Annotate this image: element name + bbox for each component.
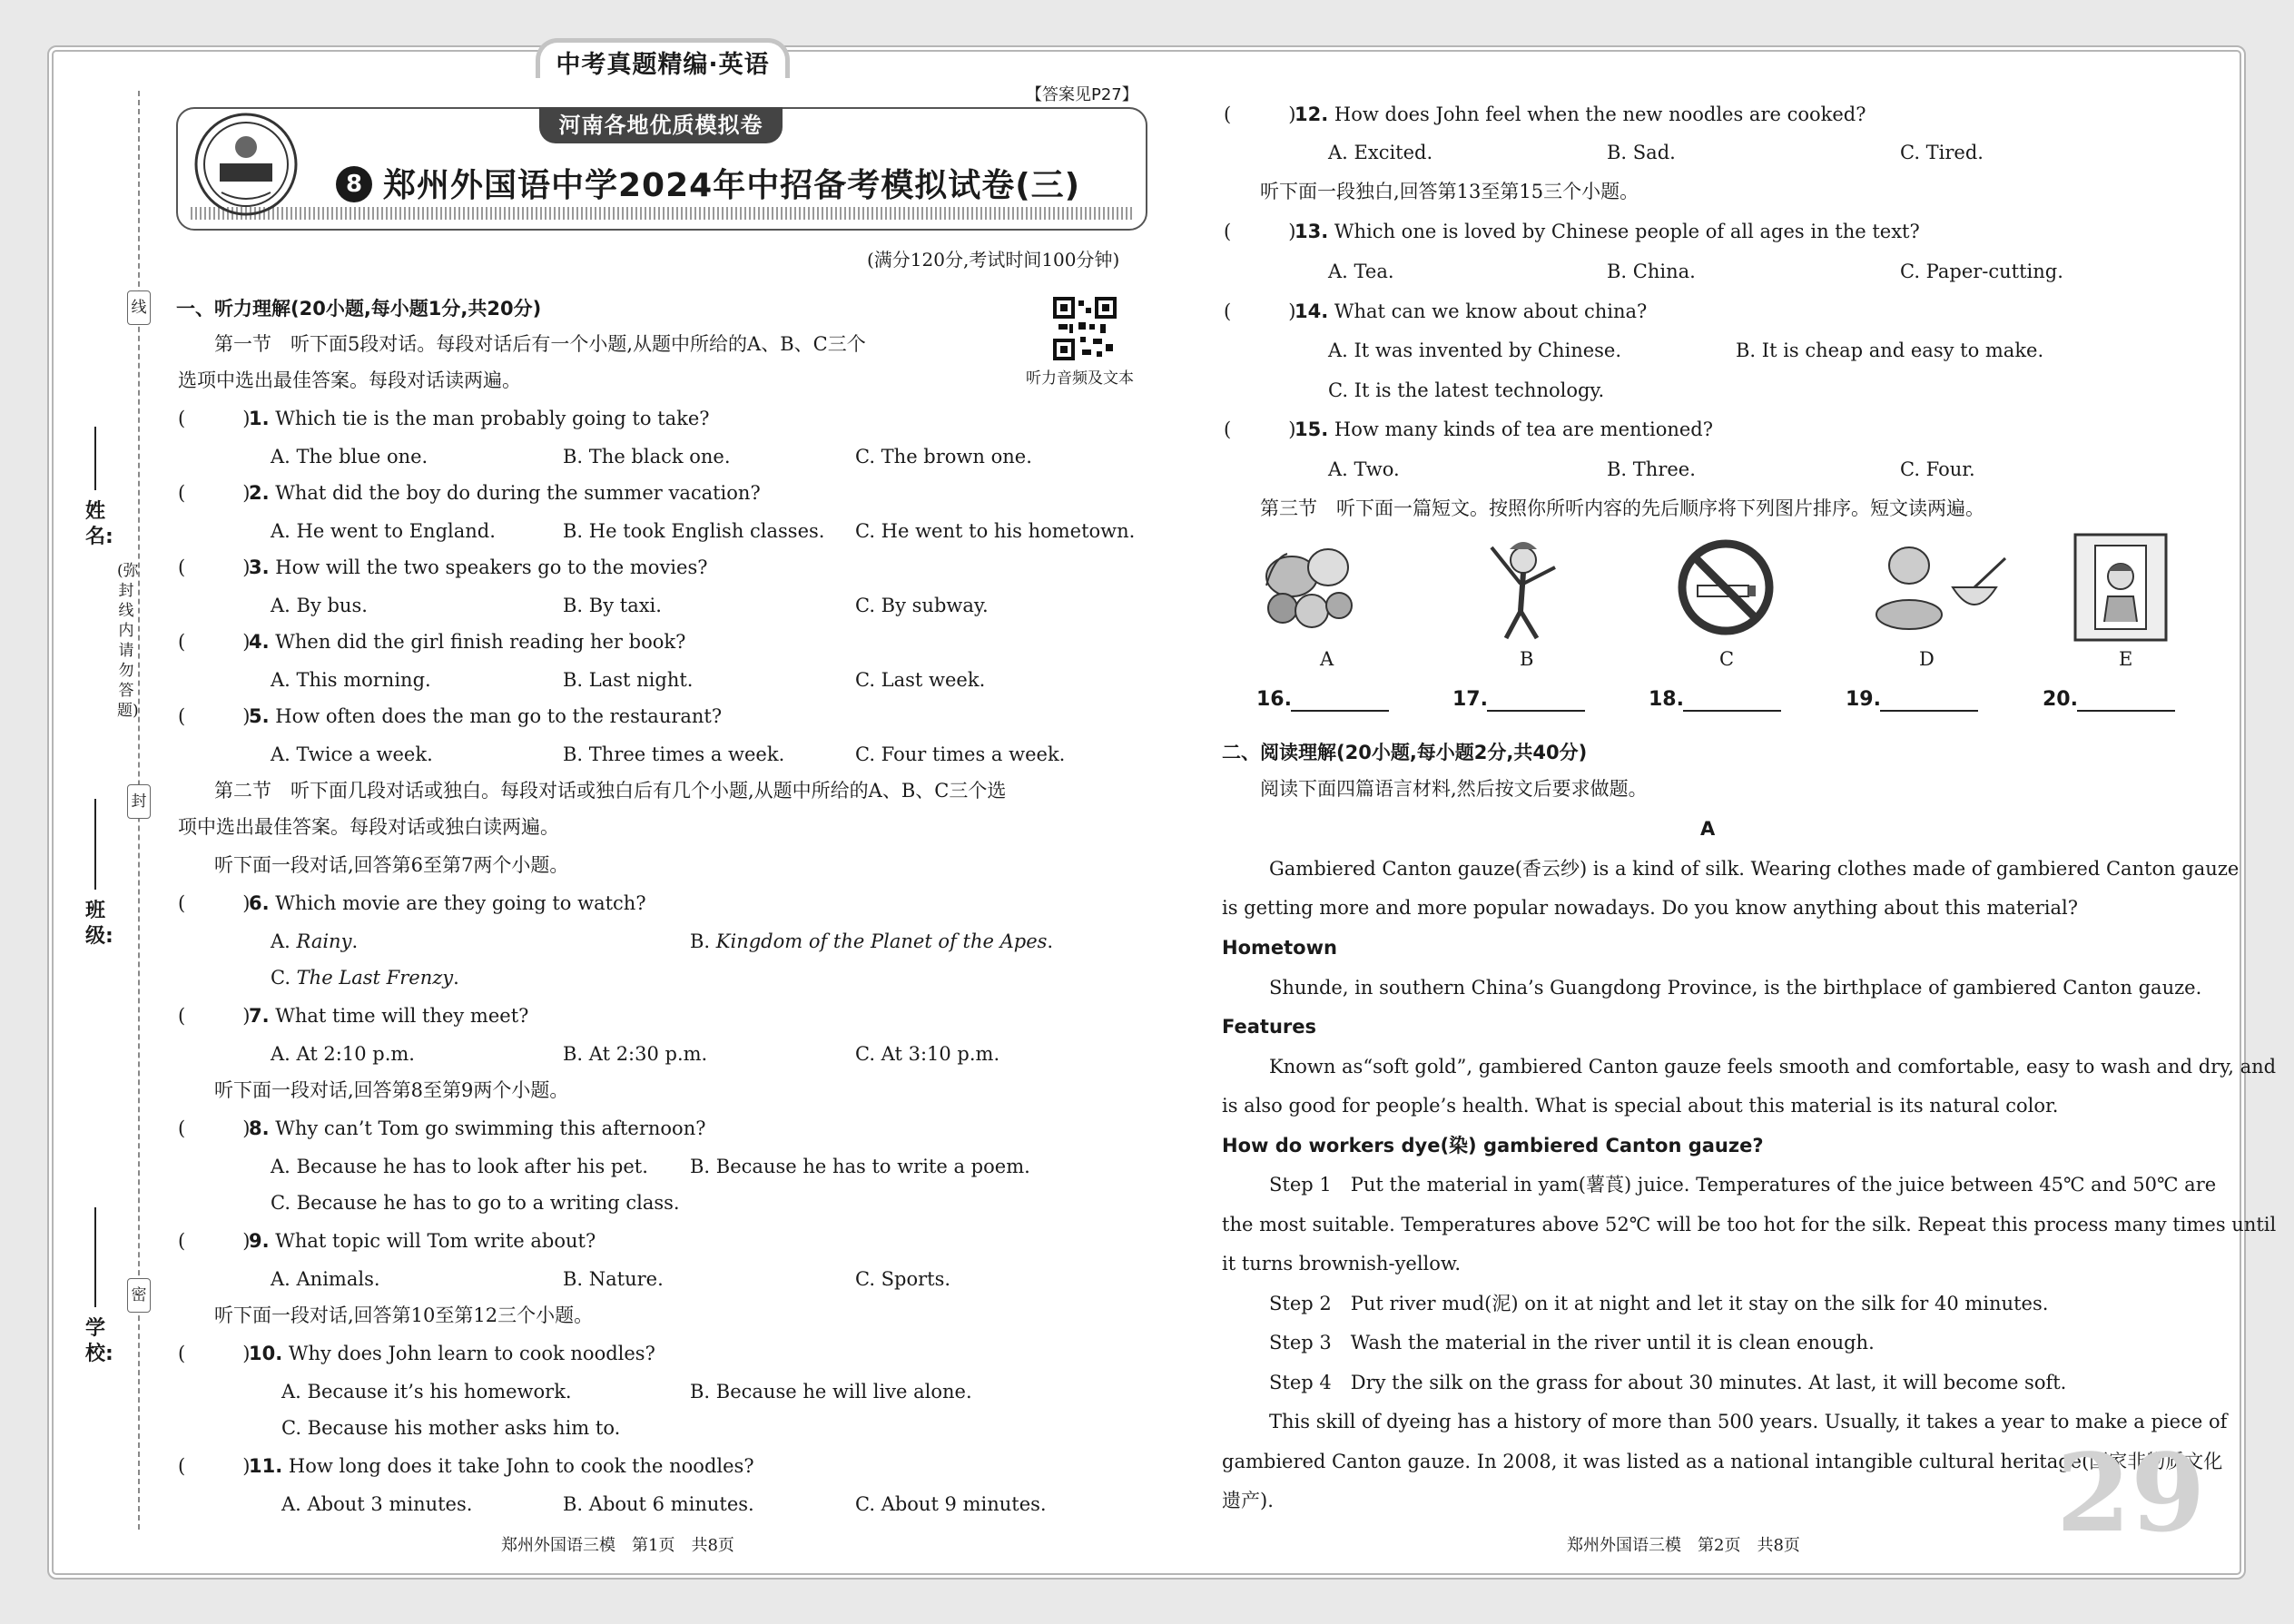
answer-reference: 【答案见P27】	[1026, 85, 1138, 104]
answer-bracket[interactable]: ( )	[178, 482, 251, 504]
option-13c: C. Paper-cutting.	[1900, 261, 2063, 282]
question-14: ( )14. What can we know about china?	[1224, 300, 1648, 322]
question-2: ( )2. What did the boy do during the summer vacation?	[178, 482, 761, 504]
step-1-end: it turns brownish-yellow.	[1222, 1253, 1462, 1275]
option-1b: B. The black one.	[563, 446, 731, 468]
blank-18-label: 18.	[1649, 688, 1684, 711]
answer-bracket[interactable]: ( )	[178, 1455, 251, 1477]
vegetables-icon	[1255, 531, 1360, 645]
part1-intro: 第一节 听下面5段对话。每段对话后有一个小题,从题中所给的A、B、C三个	[214, 333, 866, 355]
step-1-cont: the most suitable. Temperatures above 52℃ will be too hot for the silk. Repeat this process many times until	[1222, 1214, 2277, 1235]
option-10c: C. Because his mother asks him to.	[281, 1417, 621, 1439]
option-12b: B. Sad.	[1607, 142, 1676, 163]
section1-title: 一、听力理解(20小题,每小题1分,共20分)	[176, 298, 542, 320]
question-12: ( )12. How does John feel when the new noodles are cooked?	[1224, 103, 1866, 125]
step-2: Step 2 Put river mud(泥) on it at night and let it stay on the silk for 40 minutes.	[1269, 1293, 2049, 1314]
option-12a: A. Excited.	[1328, 142, 1433, 163]
option-4b: B. Last night.	[563, 669, 694, 691]
header-strip	[191, 207, 1135, 220]
option-4c: C. Last week.	[855, 669, 986, 691]
option-1c: C. The brown one.	[855, 446, 1032, 468]
blank-17[interactable]	[1487, 710, 1585, 712]
group-10-12-intro: 听下面一段对话,回答第10至第12三个小题。	[214, 1304, 594, 1326]
option-10a: A. Because it’s his homework.	[281, 1381, 572, 1403]
option-15c: C. Four.	[1900, 458, 1975, 480]
step-4: Step 4 Dry the silk on the grass for about 30 minutes. At last, it will become soft.	[1269, 1372, 2067, 1393]
heading-features: Features	[1222, 1016, 1316, 1038]
answer-bracket[interactable]: ( )	[178, 408, 251, 429]
passage-p4-end: 遗产).	[1222, 1490, 1274, 1511]
blank-18[interactable]	[1683, 710, 1781, 712]
answer-bracket[interactable]: ( )	[1224, 418, 1296, 440]
option-5c: C. Four times a week.	[855, 743, 1066, 765]
picture-label-c: C	[1719, 648, 1735, 670]
option-7a: A. At 2:10 p.m.	[271, 1043, 415, 1065]
stretching-girl-icon	[1473, 531, 1578, 645]
blank-16-label: 16.	[1256, 688, 1292, 711]
option-11a: A. About 3 minutes.	[281, 1493, 473, 1515]
option-2c: C. He went to his hometown.	[855, 520, 1136, 542]
option-9c: C. Sports.	[855, 1268, 951, 1290]
answer-bracket[interactable]: ( )	[178, 705, 251, 727]
option-11c: C. About 9 minutes.	[855, 1493, 1047, 1515]
section2-title: 二、阅读理解(20小题,每小题2分,共40分)	[1222, 742, 1588, 763]
seal-mark-bottom: 密	[127, 1278, 151, 1313]
option-3a: A. By bus.	[271, 595, 368, 616]
option-8b: B. Because he has to write a poem.	[690, 1156, 1030, 1177]
section2-intro: 阅读下面四篇语言材料,然后按文后要求做题。	[1260, 778, 1648, 800]
passage-p4: This skill of dyeing has a history of more than 500 years. Usually, it takes a year to make a piece of	[1269, 1411, 2228, 1432]
option-9b: B. Nature.	[563, 1268, 664, 1290]
option-1a: A. The blue one.	[271, 446, 428, 468]
blank-16[interactable]	[1291, 710, 1389, 712]
passage-p3: Known as“soft gold”, gambiered Canton gauze feels smooth and comfortable, easy to wash and dry, and	[1269, 1056, 2277, 1078]
option-2a: A. He went to England.	[271, 520, 496, 542]
question-3: ( )3. How will the two speakers go to the movies?	[178, 556, 708, 578]
part2-intro-cont: 项中选出最佳答案。每段对话或独白读两遍。	[178, 816, 559, 838]
option-14b: B. It is cheap and easy to make.	[1736, 340, 2044, 361]
footer-left: 郑州外国语三模 第1页 共8页	[501, 1536, 734, 1555]
passage-p3-cont: is also good for people’s health. What is special about this material is its natural color.	[1222, 1095, 2059, 1117]
region-label: 河南各地优质模拟卷	[539, 107, 783, 143]
step-3: Step 3 Wash the material in the river until it is clean enough.	[1269, 1332, 1875, 1353]
blank-17-label: 17.	[1452, 688, 1488, 711]
school-field[interactable]	[94, 1207, 96, 1307]
option-15a: A. Two.	[1328, 458, 1400, 480]
answer-bracket[interactable]: ( )	[1224, 221, 1296, 242]
question-6: ( )6. Which movie are they going to watch?	[178, 892, 646, 914]
group-6-7-intro: 听下面一段对话,回答第6至第7两个小题。	[214, 854, 569, 876]
score-info: (满分120分,考试时间100分钟)	[867, 249, 1120, 271]
blank-20-label: 20.	[2043, 688, 2078, 711]
seal-mark-top: 线	[127, 290, 151, 325]
option-14a: A. It was invented by Chinese.	[1328, 340, 1622, 361]
passage-p1-cont: is getting more and more popular nowadays. Do you know anything about this material?	[1222, 897, 2079, 919]
option-13a: A. Tea.	[1328, 261, 1394, 282]
meal-icon	[1873, 531, 2009, 645]
option-11b: B. About 6 minutes.	[563, 1493, 754, 1515]
option-10b: B. Because he will live alone.	[690, 1381, 972, 1403]
blank-19[interactable]	[1880, 710, 1978, 712]
seal-mark-middle: 封	[127, 784, 151, 819]
option-7b: B. At 2:30 p.m.	[563, 1043, 708, 1065]
passage-p4-cont: gambiered Canton gauze. In 2008, it was listed as a national intangible cultural heritage(国家非物质文化	[1222, 1451, 2223, 1472]
no-smoking-icon	[1674, 531, 1778, 645]
paper-title: 郑州外国语中学2024年中招备考模拟试卷(三)	[383, 167, 1081, 204]
picture-label-a: A	[1320, 648, 1334, 670]
option-8a: A. Because he has to look after his pet.	[271, 1156, 648, 1177]
group-13-15-intro: 听下面一段独白,回答第13至第15三个小题。	[1260, 181, 1639, 202]
option-14c: C. It is the latest technology.	[1328, 379, 1605, 401]
footer-right: 郑州外国语三模 第2页 共8页	[1567, 1536, 1800, 1555]
answer-bracket[interactable]: ( )	[178, 1230, 251, 1252]
question-1: ( )1. Which tie is the man probably going to take?	[178, 408, 710, 429]
answer-bracket[interactable]: ( )	[1224, 300, 1296, 322]
name-field[interactable]	[94, 427, 96, 490]
option-3c: C. By subway.	[855, 595, 989, 616]
option-6c: C. The Last Frenzy.	[271, 967, 459, 989]
boy-at-window-icon	[2068, 531, 2172, 645]
answer-bracket[interactable]: ( )	[178, 892, 251, 914]
class-field[interactable]	[94, 799, 96, 890]
heading-dye: How do workers dye(染) gambiered Canton gauze?	[1222, 1135, 1764, 1156]
picture-label-b: B	[1520, 648, 1534, 670]
school-label: 学校:	[85, 1317, 113, 1365]
option-3b: B. By taxi.	[563, 595, 662, 616]
option-6b: B. Kingdom of the Planet of the Apes.	[690, 930, 1054, 952]
picture-label-d: D	[1919, 648, 1935, 670]
class-label: 班级:	[85, 900, 113, 948]
option-13b: B. China.	[1607, 261, 1696, 282]
question-10: ( )10. Why does John learn to cook noodles?	[178, 1343, 655, 1364]
brand-seal-icon	[192, 111, 300, 218]
option-5b: B. Three times a week.	[563, 743, 785, 765]
option-9a: A. Animals.	[271, 1268, 380, 1290]
option-2b: B. He took English classes.	[563, 520, 825, 542]
answer-bracket[interactable]: ( )	[178, 631, 251, 653]
question-13: ( )13. Which one is loved by Chinese people of all ages in the text?	[1224, 221, 1920, 242]
blank-20[interactable]	[2077, 710, 2175, 712]
passage-p2: Shunde, in southern China’s Guangdong Province, is the birthplace of gambiered Canton gauze.	[1269, 977, 2202, 999]
question-9: ( )9. What topic will Tom write about?	[178, 1230, 596, 1252]
question-15: ( )15. How many kinds of tea are mentioned?	[1224, 418, 1713, 440]
binding-note: (弥封线内请勿答题)	[117, 562, 139, 720]
group-8-9-intro: 听下面一段对话,回答第8至第9两个小题。	[214, 1079, 569, 1101]
question-4: ( )4. When did the girl finish reading her book?	[178, 631, 686, 653]
picture-label-e: E	[2119, 648, 2133, 670]
part1-intro-cont: 选项中选出最佳答案。每段对话读两遍。	[178, 369, 521, 391]
answer-bracket[interactable]: ( )	[1224, 103, 1296, 125]
page-marker: 29	[2056, 1430, 2206, 1556]
qr-caption: 听力音频及文本	[1026, 369, 1134, 388]
question-7: ( )7. What time will they meet?	[178, 1005, 529, 1027]
option-4a: A. This morning.	[271, 669, 431, 691]
question-11: ( )11. How long does it take John to cook the noodles?	[178, 1455, 754, 1477]
series-title: 中考真题精编·英语	[556, 51, 770, 79]
option-12c: C. Tired.	[1900, 142, 1984, 163]
passage-p1: Gambiered Canton gauze(香云纱) is a kind of silk. Wearing clothes made of gambiered Canton gauze	[1269, 858, 2240, 880]
passage-label: A	[1700, 818, 1716, 840]
option-6a: A. Rainy.	[271, 930, 359, 952]
blank-19-label: 19.	[1846, 688, 1881, 711]
question-5: ( )5. How often does the man go to the restaurant?	[178, 705, 723, 727]
answer-bracket[interactable]: ( )	[178, 1005, 251, 1027]
answer-bracket[interactable]: ( )	[178, 556, 251, 578]
step-1: Step 1 Put the material in yam(薯莨) juice. Temperatures of the juice between 45℃ and 50℃ are	[1269, 1174, 2217, 1196]
answer-bracket[interactable]: ( )	[178, 1343, 251, 1364]
option-15b: B. Three.	[1607, 458, 1696, 480]
option-7c: C. At 3:10 p.m.	[855, 1043, 1000, 1065]
part2-intro: 第二节 听下面几段对话或独白。每段对话或独白后有几个小题,从题中所给的A、B、C三个选	[214, 780, 1007, 802]
name-label: 姓名:	[85, 500, 113, 548]
question-8: ( )8. Why can’t Tom go swimming this afternoon?	[178, 1117, 706, 1139]
part3-intro: 第三节 听下面一篇短文。按照你所听内容的先后顺序将下列图片排序。短文读两遍。	[1260, 497, 1984, 519]
option-5a: A. Twice a week.	[271, 743, 433, 765]
paper-number-badge: 8	[336, 166, 372, 202]
answer-bracket[interactable]: ( )	[178, 1117, 251, 1139]
option-8c: C. Because he has to go to a writing class.	[271, 1192, 680, 1214]
qr-code-icon[interactable]	[1053, 297, 1117, 360]
heading-hometown: Hometown	[1222, 937, 1337, 959]
